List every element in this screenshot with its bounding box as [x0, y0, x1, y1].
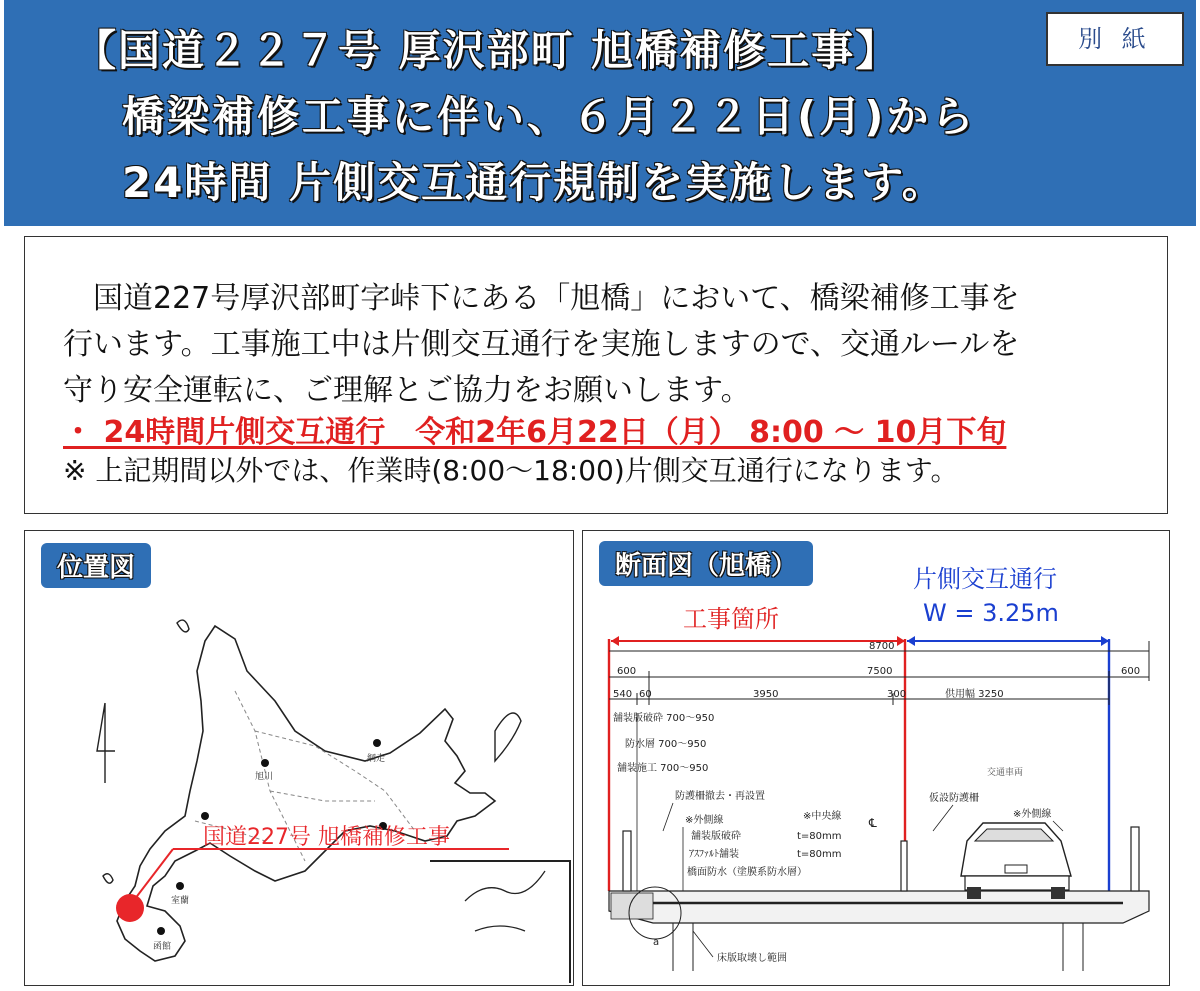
asahikawa-dot	[261, 759, 269, 767]
dim-right-curb: 600	[1121, 666, 1141, 677]
site-marker	[116, 894, 144, 922]
restriction-period: ・ 24時間片側交互通行 令和2年6月22日（月） 8:00 ～ 10月下旬	[63, 415, 1007, 450]
work-area-label: 工事箇所	[683, 605, 779, 633]
traffic-title: 片側交互通行	[913, 565, 1057, 593]
title-line-2: 橋梁補修工事に伴い、６月２２日(月)から	[122, 92, 977, 141]
attachment-badge: 別 紙	[1046, 12, 1184, 66]
city-asahikawa: 旭川	[255, 772, 274, 782]
city-abashiri: 網走	[367, 754, 386, 764]
centerline-symbol: ℄	[869, 816, 877, 830]
inset-islands	[465, 871, 545, 931]
header-banner	[4, 0, 1196, 226]
dim-mid: 7500	[867, 666, 893, 677]
note-2: 防水層 700～950	[625, 739, 707, 750]
dim-540: 540	[613, 689, 633, 700]
note-6-value: t=80mm	[797, 831, 842, 842]
site-label: 国道227号 旭橋補修工事	[203, 825, 450, 850]
title-line-1: 【国道２２７号 厚沢部町 旭橋補修工事】	[74, 26, 900, 75]
hokkaido-outline	[117, 626, 495, 961]
left-curb	[611, 893, 653, 919]
okushiri-island	[103, 874, 113, 883]
dim-total: 8700	[869, 641, 895, 652]
rishiri-island	[177, 620, 189, 632]
dim-60: 60	[639, 689, 652, 700]
location-map-panel	[24, 530, 574, 986]
traffic-width: W = 3.25m	[923, 599, 1059, 627]
inset-frame	[430, 861, 570, 983]
note-7: ｱｽﾌｧﾙﾄ舗装	[689, 849, 739, 860]
note-3: 舗装施工 700～950	[617, 763, 709, 774]
hakodate-dot	[157, 927, 165, 935]
dim-3950: 3950	[753, 689, 779, 700]
dim-left-curb: 600	[617, 666, 637, 677]
north-arrow-icon	[97, 703, 115, 783]
note-8: 橋面防水（塗膜系防水層）	[687, 867, 807, 878]
cross-section-tag: 断面図（旭橋）	[599, 541, 813, 586]
detail-a-label: a	[653, 937, 660, 948]
restriction-note: ※ 上記期間以外では、作業時(8:00～18:00)片側交互通行になります。	[63, 454, 959, 487]
abashiri-dot	[373, 739, 381, 747]
note-9: ※中央線	[803, 811, 842, 822]
notice-paragraph-1: 国道227号厚沢部町字峠下にある「旭橋」において、橋梁補修工事を	[63, 281, 1020, 316]
bridge-deck	[609, 891, 1149, 923]
city-hakodate: 函館	[153, 942, 172, 952]
sapporo-dot	[201, 812, 209, 820]
note-7-value: t=80mm	[797, 849, 842, 860]
note-11: ※外側線	[1013, 809, 1052, 820]
note-13: 床版取壊し範囲	[717, 953, 787, 964]
notice-box	[24, 236, 1168, 514]
note-4: 防護柵撤去・再設置	[675, 791, 765, 802]
notice-paragraph-2: 行います。工事施工中は片側交互通行を実施しますので、交通ルールを	[63, 327, 1020, 362]
note-1: 舗装版破砕 700～950	[613, 713, 715, 724]
dim-service-width: 供用幅 3250	[945, 689, 1004, 700]
note-12: 交通車両	[987, 768, 1024, 778]
note-10: 仮設防護柵	[929, 793, 979, 804]
cross-section-panel	[582, 530, 1170, 986]
city-muroran: 室蘭	[171, 896, 190, 906]
notice-paragraph-3: 守り安全運転に、ご理解とご協力をお願いします。	[63, 373, 751, 408]
muroran-dot	[176, 882, 184, 890]
cross-section-drawing	[583, 531, 1171, 987]
dim-300: 300	[887, 689, 907, 700]
note-5: ※外側線	[685, 815, 724, 826]
title-line-3: 24時間 片側交互通行規制を実施します。	[122, 158, 946, 207]
hokkaido-map	[25, 531, 575, 987]
location-map-tag: 位置図	[41, 543, 151, 588]
note-6: 舗装版破砕	[691, 831, 741, 842]
kunashiri-island	[495, 713, 521, 761]
car-icon	[961, 823, 1071, 899]
